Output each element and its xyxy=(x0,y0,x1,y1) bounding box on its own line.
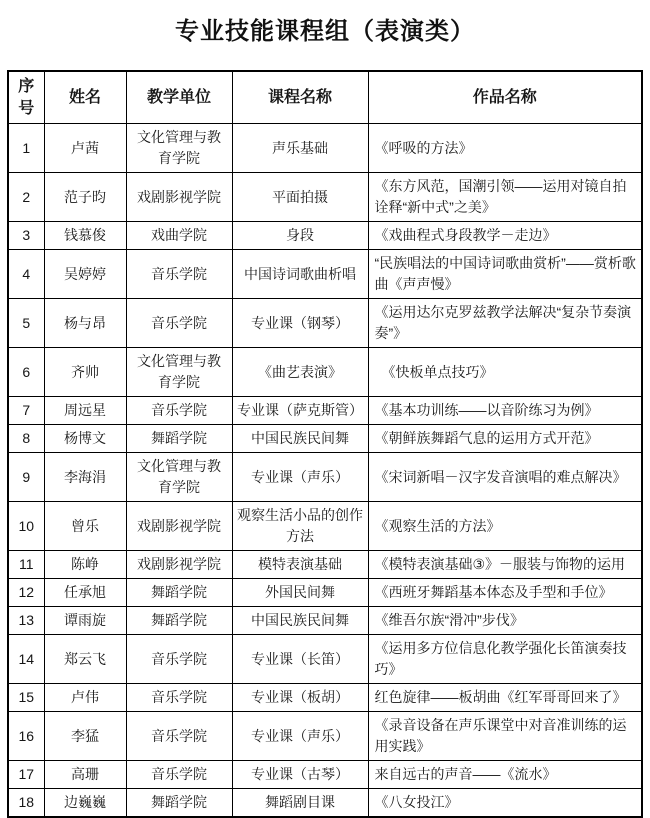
cell-work-name: 《运用多方位信息化教学强化长笛演奏技巧》 xyxy=(368,635,642,684)
cell-work-name: 《八女投江》 xyxy=(368,789,642,818)
table-row xyxy=(8,222,642,250)
cell-teacher-name: 吴婷婷 xyxy=(44,250,126,299)
cell-work-name: 《西班牙舞蹈基本体态及手型和手位》 xyxy=(368,579,642,607)
cell-teacher-name: 李海涓 xyxy=(44,453,126,502)
cell-teaching-unit: 舞蹈学院 xyxy=(126,425,232,453)
cell-course-name: 专业课（古琴） xyxy=(232,761,368,789)
column-header-course: 课程名称 xyxy=(232,71,368,124)
table-row xyxy=(8,124,642,173)
cell-teaching-unit: 音乐学院 xyxy=(126,712,232,761)
cell-teaching-unit: 戏剧影视学院 xyxy=(126,551,232,579)
cell-course-name: 外国民间舞 xyxy=(232,579,368,607)
column-header-unit: 教学单位 xyxy=(126,71,232,124)
cell-serial-number: 2 xyxy=(8,173,44,222)
cell-course-name: 《曲艺表演》 xyxy=(232,348,368,397)
cell-serial-number: 13 xyxy=(8,607,44,635)
table-row xyxy=(8,761,642,789)
cell-serial-number: 15 xyxy=(8,684,44,712)
cell-teaching-unit: 戏剧影视学院 xyxy=(126,502,232,551)
cell-serial-number: 8 xyxy=(8,425,44,453)
cell-teacher-name: 杨博文 xyxy=(44,425,126,453)
cell-serial-number: 9 xyxy=(8,453,44,502)
table-row xyxy=(8,551,642,579)
course-table xyxy=(7,70,643,818)
table-row xyxy=(8,607,642,635)
cell-teacher-name: 曾乐 xyxy=(44,502,126,551)
cell-course-name: 声乐基础 xyxy=(232,124,368,173)
cell-course-name: 中国民族民间舞 xyxy=(232,607,368,635)
cell-serial-number: 16 xyxy=(8,712,44,761)
cell-work-name: 来自远古的声音——《流水》 xyxy=(368,761,642,789)
table-row xyxy=(8,712,642,761)
cell-work-name: 《模特表演基础③》－服装与饰物的运用 xyxy=(368,551,642,579)
cell-work-name: 《录音设备在声乐课堂中对音准训练的运用实践》 xyxy=(368,712,642,761)
cell-serial-number: 7 xyxy=(8,397,44,425)
cell-teacher-name: 任承旭 xyxy=(44,579,126,607)
table-row xyxy=(8,453,642,502)
cell-work-name: 红色旋律——板胡曲《红军哥哥回来了》 xyxy=(368,684,642,712)
table-header xyxy=(8,71,642,124)
cell-teaching-unit: 文化管理与教育学院 xyxy=(126,453,232,502)
cell-teacher-name: 杨与昂 xyxy=(44,299,126,348)
cell-serial-number: 18 xyxy=(8,789,44,818)
table-row xyxy=(8,299,642,348)
cell-teacher-name: 陈峥 xyxy=(44,551,126,579)
cell-teacher-name: 周远星 xyxy=(44,397,126,425)
table-row xyxy=(8,173,642,222)
cell-serial-number: 10 xyxy=(8,502,44,551)
table-row xyxy=(8,684,642,712)
cell-teaching-unit: 音乐学院 xyxy=(126,635,232,684)
cell-teacher-name: 卢伟 xyxy=(44,684,126,712)
cell-teaching-unit: 文化管理与教育学院 xyxy=(126,348,232,397)
table-row xyxy=(8,250,642,299)
table-row xyxy=(8,397,642,425)
cell-serial-number: 5 xyxy=(8,299,44,348)
cell-teaching-unit: 舞蹈学院 xyxy=(126,789,232,818)
cell-course-name: 舞蹈剧目课 xyxy=(232,789,368,818)
cell-teaching-unit: 音乐学院 xyxy=(126,761,232,789)
cell-course-name: 专业课（萨克斯管） xyxy=(232,397,368,425)
column-header-no: 序号 xyxy=(8,71,44,124)
cell-work-name: 《宋词新唱－汉字发音演唱的难点解决》 xyxy=(368,453,642,502)
cell-serial-number: 12 xyxy=(8,579,44,607)
cell-teaching-unit: 舞蹈学院 xyxy=(126,579,232,607)
cell-work-name: 《朝鲜族舞蹈气息的运用方式开范》 xyxy=(368,425,642,453)
cell-teaching-unit: 音乐学院 xyxy=(126,397,232,425)
cell-work-name: 《戏曲程式身段教学－走边》 xyxy=(368,222,642,250)
cell-work-name: 《维吾尔族“滑冲”步伐》 xyxy=(368,607,642,635)
cell-teacher-name: 范子昀 xyxy=(44,173,126,222)
cell-teaching-unit: 文化管理与教育学院 xyxy=(126,124,232,173)
header-row xyxy=(8,71,642,124)
cell-teacher-name: 高珊 xyxy=(44,761,126,789)
cell-course-name: 平面拍摄 xyxy=(232,173,368,222)
cell-teacher-name: 钱慕俊 xyxy=(44,222,126,250)
cell-work-name: 《观察生活的方法》 xyxy=(368,502,642,551)
cell-course-name: 身段 xyxy=(232,222,368,250)
cell-teacher-name: 边巍巍 xyxy=(44,789,126,818)
cell-serial-number: 11 xyxy=(8,551,44,579)
cell-work-name: 《东方风范，国潮引领——运用对镜自拍诠释“新中式”之美》 xyxy=(368,173,642,222)
cell-serial-number: 4 xyxy=(8,250,44,299)
cell-course-name: 中国诗词歌曲析唱 xyxy=(232,250,368,299)
cell-serial-number: 17 xyxy=(8,761,44,789)
page-title: 专业技能课程组（表演类） xyxy=(175,18,475,45)
cell-work-name: “民族唱法的中国诗词歌曲赏析”——赏析歌曲《声声慢》 xyxy=(368,250,642,299)
table-row xyxy=(8,348,642,397)
cell-teaching-unit: 舞蹈学院 xyxy=(126,607,232,635)
table-row xyxy=(8,789,642,818)
cell-work-name: 《运用达尔克罗兹教学法解决“复杂节奏演奏”》 xyxy=(368,299,642,348)
cell-course-name: 专业课（声乐） xyxy=(232,712,368,761)
cell-work-name: 《基本功训练——以音阶练习为例》 xyxy=(368,397,642,425)
cell-teaching-unit: 音乐学院 xyxy=(126,684,232,712)
cell-course-name: 模特表演基础 xyxy=(232,551,368,579)
cell-teacher-name: 齐帅 xyxy=(44,348,126,397)
cell-serial-number: 1 xyxy=(8,124,44,173)
cell-teaching-unit: 音乐学院 xyxy=(126,299,232,348)
cell-serial-number: 3 xyxy=(8,222,44,250)
cell-course-name: 专业课（钢琴） xyxy=(232,299,368,348)
cell-course-name: 中国民族民间舞 xyxy=(232,425,368,453)
cell-teacher-name: 郑云飞 xyxy=(44,635,126,684)
cell-serial-number: 14 xyxy=(8,635,44,684)
cell-serial-number: 6 xyxy=(8,348,44,397)
cell-course-name: 专业课（声乐） xyxy=(232,453,368,502)
cell-work-name: 《呼吸的方法》 xyxy=(368,124,642,173)
cell-teaching-unit: 音乐学院 xyxy=(126,250,232,299)
column-header-work: 作品名称 xyxy=(368,71,642,124)
table-body xyxy=(8,124,642,818)
table-row xyxy=(8,579,642,607)
cell-work-name: 《快板单点技巧》 xyxy=(368,348,642,397)
table-row xyxy=(8,502,642,551)
cell-teaching-unit: 戏剧影视学院 xyxy=(126,173,232,222)
cell-course-name: 专业课（长笛） xyxy=(232,635,368,684)
table-row xyxy=(8,635,642,684)
cell-teacher-name: 谭雨旋 xyxy=(44,607,126,635)
cell-teacher-name: 李猛 xyxy=(44,712,126,761)
column-header-name: 姓名 xyxy=(44,71,126,124)
cell-teacher-name: 卢茜 xyxy=(44,124,126,173)
cell-course-name: 观察生活小品的创作方法 xyxy=(232,502,368,551)
cell-course-name: 专业课（板胡） xyxy=(232,684,368,712)
table-row xyxy=(8,425,642,453)
cell-teaching-unit: 戏曲学院 xyxy=(126,222,232,250)
